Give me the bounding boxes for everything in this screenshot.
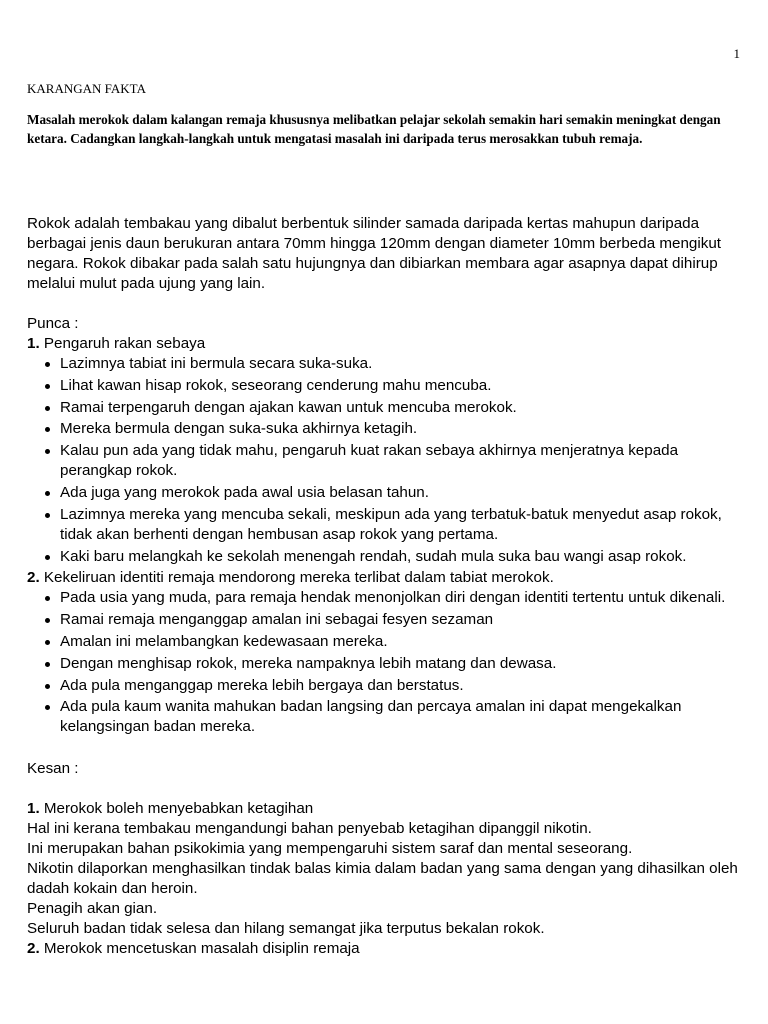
kesan-line: Nikotin dilaporkan menghasilkan tindak balas kimia dalam badan yang sama dengan yang dihasilkan oleh dadah kokain dan heroin. [27,860,738,898]
bullet-item: Lihat kawan hisap rokok, seseorang cenderung mahu mencuba. [60,376,743,396]
kesan-line: Hal ini kerana tembakau mengandungi bahan penyebab ketagihan dipanggil nikotin. [27,820,592,838]
page-number: 1 [733,46,740,61]
punca-item-2 [27,568,743,588]
item-number: 1. [27,335,40,352]
punca-item-2-bullets [27,588,743,737]
bullet-item: Ada pula kaum wanita mahukan badan langsing dan percaya amalan ini dapat mengekalkan kelangsingan badan mereka. [60,697,743,737]
kesan-line: Ini merupakan bahan psikokimia yang mempengaruhi sistem saraf dan mental seseorang. [27,840,633,858]
bullet-item: Mereka bermula dengan suka-suka akhirnya ketagih. [60,419,743,439]
punca-heading: Punca : [27,315,79,332]
essay-question: Masalah merokok dalam kalangan remaja khususnya melibatkan pelajar sekolah semakin hari semakin meningkat dengan ketara. Cadangkan langkah-langkah untuk mengatasi masalah ini daripada terus merosakkan tubuh remaja. [27,112,721,146]
kesan-item-2 [27,939,743,959]
bullet-item: Ada pula menganggap mereka lebih bergaya dan berstatus. [60,676,743,696]
bullet-item: Dengan menghisap rokok, mereka nampaknya lebih matang dan dewasa. [60,654,743,674]
bullet-item: Lazimnya tabiat ini bermula secara suka-suka. [60,354,743,374]
item-number: 1. [27,800,40,818]
punca-item-1-bullets [27,354,743,567]
essay-body [27,214,743,959]
bullet-item: Kalau pun ada yang tidak mahu, pengaruh kuat rakan sebaya akhirnya menjeratnya kepada perangkap rokok. [60,441,743,481]
kesan-line: Penagih akan gian. [27,900,158,918]
kesan-line: Seluruh badan tidak selesa dan hilang semangat jika terputus bekalan rokok. [27,920,545,938]
bullet-item: Ada juga yang merokok pada awal usia belasan tahun. [60,483,743,503]
item-title: Kekeliruan identiti remaja mendorong mereka terlibat dalam tabiat merokok. [43,569,554,587]
bullet-item: Pada usia yang muda, para remaja hendak menonjolkan diri dengan identiti tertentu untuk dikenali. [60,588,743,608]
bullet-item: Amalan ini melambangkan kedewasaan mereka. [60,632,743,652]
bullet-item: Lazimnya mereka yang mencuba sekali, meskipun ada yang terbatuk-batuk menyedut asap rokok, tidak akan berhenti dengan hembusan asap rokok yang pertama. [60,505,743,545]
kesan-heading: Kesan : [27,760,79,778]
punca-item-1 [27,334,743,354]
item-title: Merokok boleh menyebabkan ketagihan [43,800,314,818]
bullet-item: Ramai remaja menganggap amalan ini sebagai fesyen sezaman [60,610,743,630]
bullet-item: Ramai terpengaruh dengan ajakan kawan untuk mencuba merokok. [60,398,743,418]
kesan-item-1 [27,799,743,819]
item-number: 2. [27,569,40,587]
item-number: 2. [27,940,40,958]
item-title: Pengaruh rakan sebaya [43,335,206,352]
document-title: KARANGAN FAKTA [27,81,146,96]
item-title: Merokok mencetuskan masalah disiplin remaja [43,940,360,958]
bullet-item: Kaki baru melangkah ke sekolah menengah rendah, sudah mula suka bau wangi asap rokok. [60,547,743,567]
intro-paragraph: Rokok adalah tembakau yang dibalut berbentuk silinder samada daripada kertas mahupun daripada berbagai jenis daun berukuran antara 70mm hingga 120mm dengan diameter 10mm berbeda mengikut negara. Rokok dibakar pada salah satu hujungnya dan dibiarkan membara agar asapnya dapat dihirup melalui mulut pada ujung yang lain. [27,215,721,292]
